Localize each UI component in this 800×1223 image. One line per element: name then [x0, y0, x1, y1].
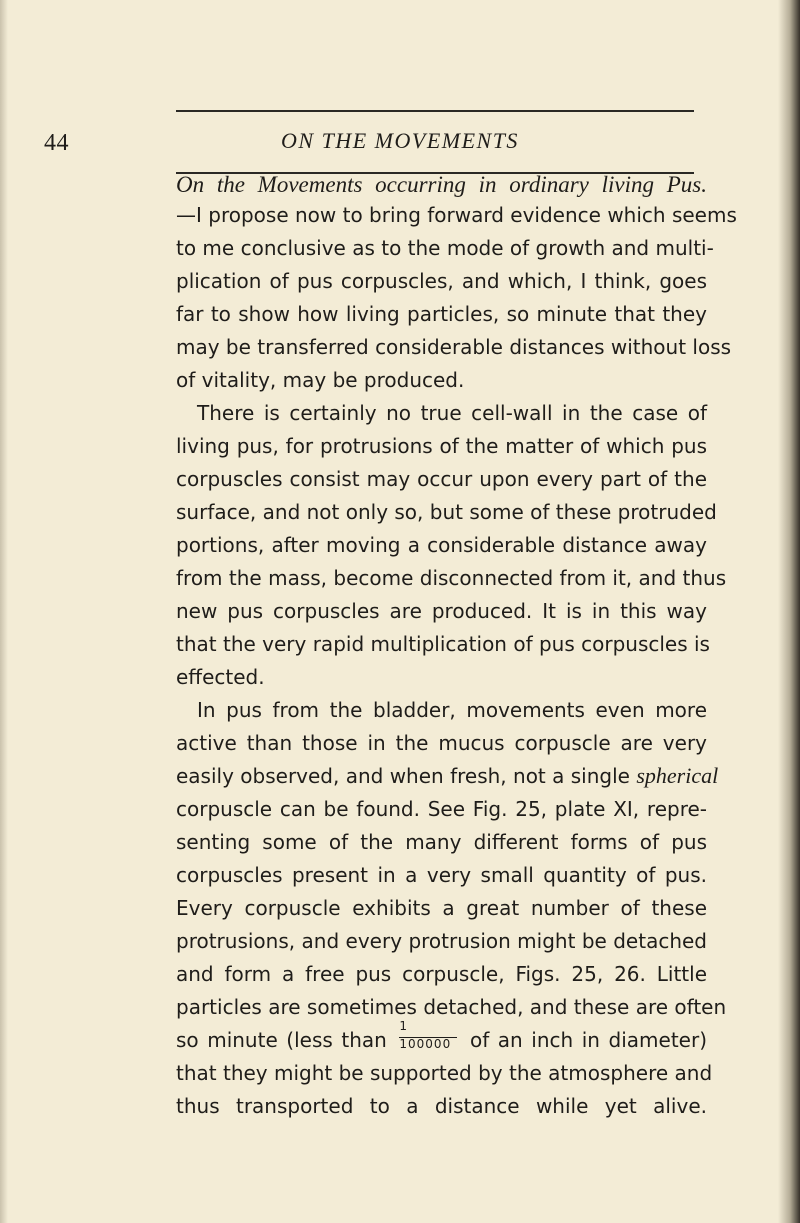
text-line: corpuscles present in a very small quantity of pus.: [176, 863, 707, 887]
binding-shadow: [778, 0, 800, 1223]
text-line: corpuscles consist may occur upon every part of the: [176, 467, 707, 491]
text-line: effected.: [176, 665, 265, 689]
text-line: senting some of the many different forms of pus: [176, 830, 707, 854]
text-line: to me conclusive as to the mode of growth and multi-: [176, 236, 714, 260]
page-edge-shadow: [0, 0, 8, 1223]
text-line: [176, 1019, 708, 1055]
text-line: that they might be supported by the atmosphere and: [176, 1061, 713, 1085]
text-line: may be transferred considerable distances without loss: [176, 335, 732, 359]
text-line: living pus, for protrusions of the matter of which pus: [176, 434, 707, 458]
text-line: portions, after moving a considerable distance away: [176, 533, 707, 557]
text-span: so minute (less than: [176, 1028, 387, 1052]
header-rule-top: [176, 110, 694, 112]
text-line: from the mass, become disconnected from it, and thus: [176, 566, 727, 590]
text-line: of vitality, may be produced.: [176, 368, 465, 392]
fraction: [399, 1019, 457, 1051]
text-line: —I propose now to bring forward evidence which seems: [176, 203, 737, 227]
italic-emphasis: spherical: [636, 763, 719, 788]
text-line: particles are sometimes detached, and these are often: [176, 995, 727, 1019]
text-line: Every corpuscle exhibits a great number of these: [176, 896, 707, 920]
running-head: ON THE MOVEMENTS: [281, 128, 519, 153]
text-line: There is certainly no true cell-wall in the case of: [197, 401, 707, 425]
text-line: corpuscle can be found. See Fig. 25, plate XI, repre-: [176, 797, 707, 821]
fraction-denominator: 100000: [399, 1037, 452, 1051]
fraction-numerator: 1: [399, 1019, 408, 1033]
text-span: easily observed, and when fresh, not a single: [176, 764, 630, 788]
section-heading: On the Movements occurring in ordinary living Pus.: [176, 172, 707, 197]
page-number: 44: [44, 130, 69, 156]
text-line: thus transported to a distance while yet alive.: [176, 1094, 707, 1118]
text-line: far to show how living particles, so minute that they: [176, 302, 707, 326]
text-line: protrusions, and every protrusion might be detached: [176, 929, 707, 953]
text-line: active than those in the mucus corpuscle are very: [176, 731, 707, 755]
text-line: and form a free pus corpuscle, Figs. 25, 26. Little: [176, 962, 707, 986]
text-span: of an inch in diameter): [469, 1028, 708, 1052]
text-line: that the very rapid multiplication of pus corpuscles is: [176, 632, 710, 656]
text-line: new pus corpuscles are produced. It is in this way: [176, 599, 707, 623]
text-line: surface, and not only so, but some of these protruded: [176, 500, 717, 524]
text-line: plication of pus corpuscles, and which, I think, goes: [176, 269, 707, 293]
text-line: [176, 761, 719, 791]
text-line: In pus from the bladder, movements even more: [197, 698, 707, 722]
